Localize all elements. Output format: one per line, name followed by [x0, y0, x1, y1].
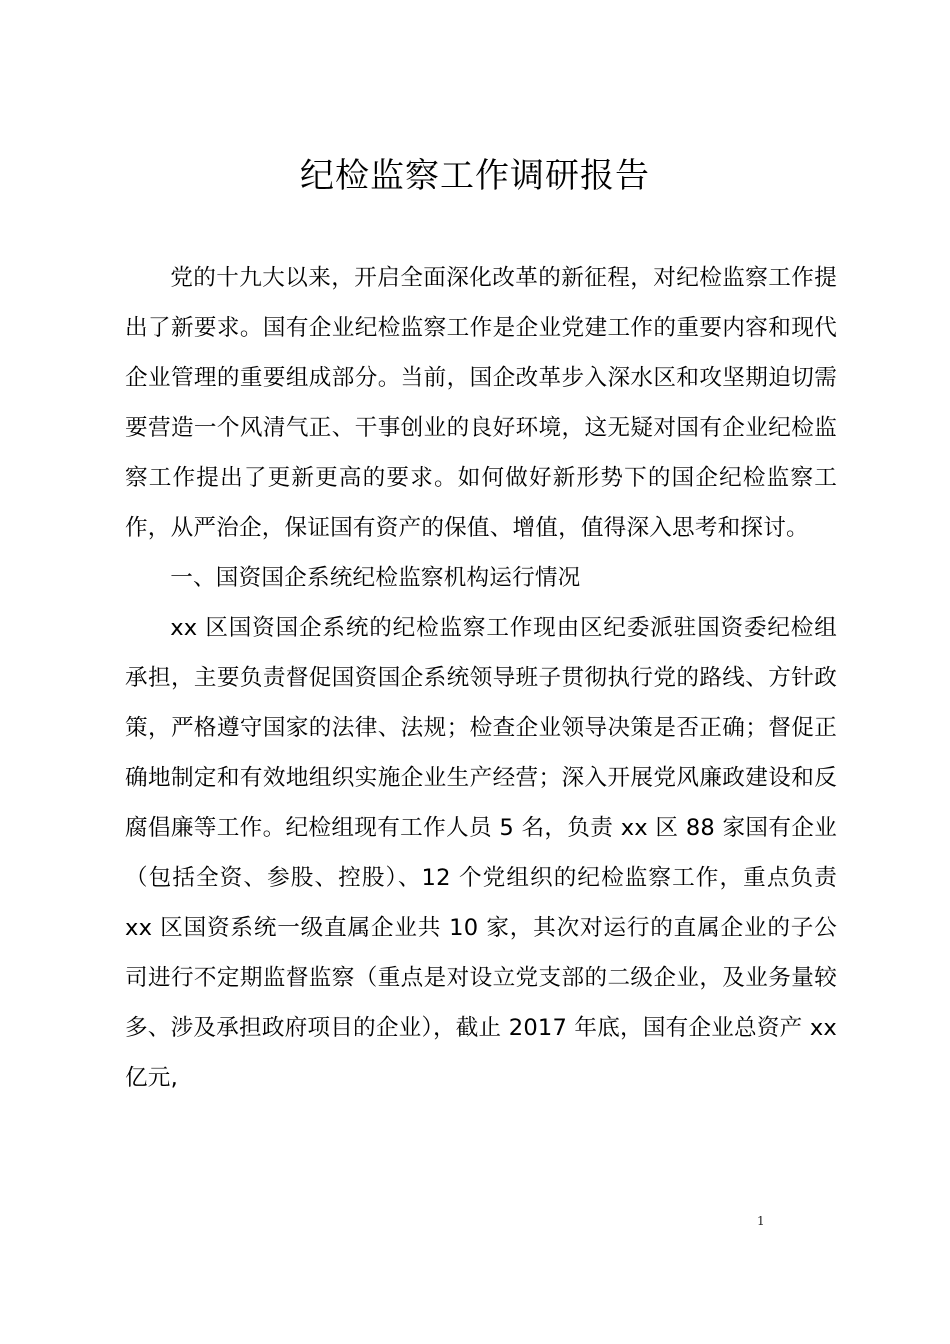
intro-paragraph: 党的十九大以来，开启全面深化改革的新征程，对纪检监察工作提出了新要求。国有企业纪检监察工作是企业党建工作的重要内容和现代企业管理的重要组成部分。当前，国企改革步入深水区和攻坚期迫切需要营造一个风清气正、干事创业的良好环境，这无疑对国有企业纪检监察工作提出了更新更高的要求。如何做好新形势下的国企纪检监察工作，从严治企，保证国有资产的保值、增值，值得深入思考和探讨。 [125, 265, 837, 541]
document-title: 纪检监察工作调研报告 [300, 156, 650, 196]
page-number: 1 [757, 1214, 765, 1228]
section-heading: 一、国资国企系统纪检监察机构运行情况 [170, 565, 581, 591]
section-paragraph: xx 区国资国企系统的纪检监察工作现由区纪委派驻国资委纪检组承担，主要负责督促国资国企系统领导班子贯彻执行党的路线、方针政策，严格遵守国家的法律、法规；检查企业领导决策是否正确；督促正确地制定和有效地组织实施企业生产经营；深入开展党风廉政建设和反腐倡廉等工作。纪检组现有工作人员 5 名，负责 xx 区 88 家国有企业（包括全资、参股、控股）、12 个党组织的纪检监察工作，重点负责 xx 区国资系统一级直属企业共 10 家，其次对运行的直属企业的子公司进行不定期监督监察（重点是对设立党支部的二级企业，及业务量较多、涉及承担政府项目的企业），截止 2017 年底，国有企业总资产 xx 亿元, [125, 615, 837, 1091]
document-body [125, 253, 837, 1103]
